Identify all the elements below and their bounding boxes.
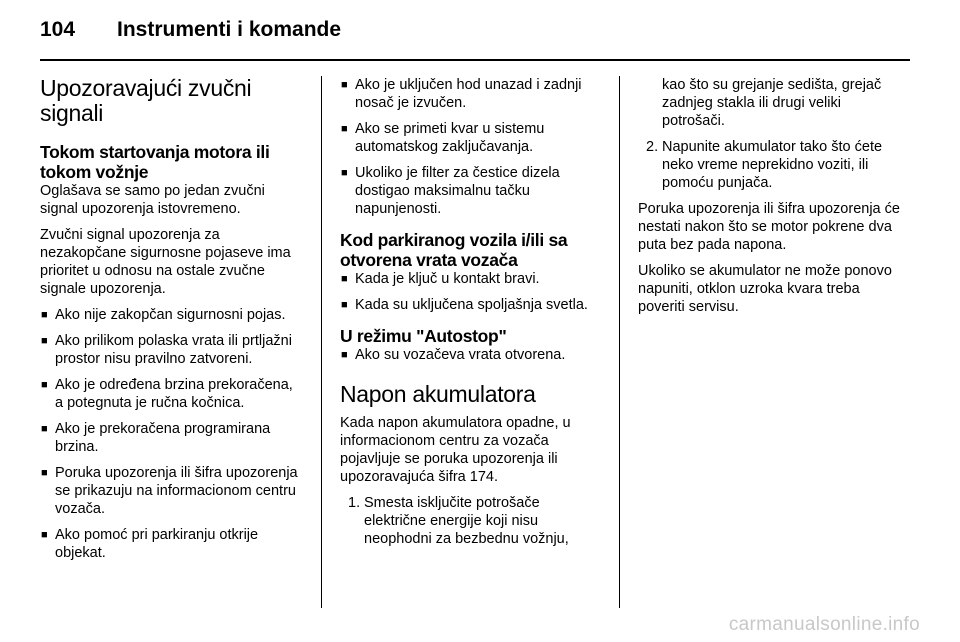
numbered-item (638, 138, 904, 192)
page-header (40, 14, 910, 50)
watermark: carmanualsonline.info (728, 614, 920, 635)
item-text: Napunite akumulator tako što ćete neko vreme neprekidno voziti, ili pomoću punjača. (662, 139, 883, 191)
subheading-autostop: U režimu "Autostop" (340, 326, 507, 346)
paragraph: Kada napon akumulatora opadne, u informacionom centru za vozača pojavljuje se poruka upozorenja ili upozoravajuća šifra 174. (340, 415, 571, 485)
bullet-list (340, 270, 604, 314)
list-item: ■ Ako su vozačeva vrata otvorena. (340, 346, 604, 364)
list-item: ■ Ukoliko je filter za čestice dizela dostigao maksimalnu tačku napunjenosti. (340, 164, 604, 218)
list-item: ■ Ako je prekoračena programirana brzina. (40, 420, 302, 456)
list-item: ■ Kada je ključ u kontakt bravi. (340, 270, 604, 288)
column-divider (619, 76, 620, 608)
subheading-parked: Kod parkiranog vozila i/ili sa otvorena vrata vozača (340, 230, 568, 270)
numbered-item-continuation: kao što su grejanje sedišta, grejač zadnjeg stakla ili drugi veliki potrošači. (662, 77, 882, 129)
paragraph: Oglašava se samo po jedan zvučni signal upozorenja istovremeno. (40, 183, 265, 217)
page-number: 104 (40, 18, 76, 41)
list-item: ■ Ako se primeti kvar u sistemu automatskog zaključavanja. (340, 120, 604, 156)
paragraph: Poruka upozorenja ili šifra upozorenja će nestati nakon što se motor pokrene dva puta bez pada napona. (638, 201, 900, 253)
section-heading-warning-chimes: Upozoravajući zvučni signali (40, 75, 252, 126)
column-1 (40, 76, 302, 570)
subheading-driving: Tokom startovanja motora ili tokom vožnje (40, 142, 270, 182)
section-heading-battery: Napon akumulatora (340, 381, 536, 407)
list-item: ■ Ako prilikom polaska vrata ili prtljažni prostor nisu pravilno zatvoreni. (40, 332, 302, 368)
bullet-list (340, 346, 604, 364)
paragraph: Zvučni signal upozorenja za nezakopčane sigurnosne pojaseve ima prioritet u odnosu na ostale zvučne signale upozorenja. (40, 227, 291, 297)
header-rule (40, 59, 910, 61)
item-number: 2. (646, 139, 659, 155)
numbered-list (638, 138, 904, 192)
column-2 (340, 76, 604, 556)
chapter-title: Instrumenti i komande (117, 18, 342, 41)
list-item: ■ Ako je uključen hod unazad i zadnji nosač je izvučen. (340, 76, 604, 112)
list-item: ■ Ako je određena brzina prekoračena, a potegnuta je ručna kočnica. (40, 376, 302, 412)
list-item: ■ Ako pomoć pri parkiranju otkrije objekat. (40, 526, 302, 562)
paragraph: Ukoliko se akumulator ne može ponovo napuniti, otklon uzroka kvara treba poveriti servisu. (638, 263, 892, 315)
item-number: 1. (348, 495, 361, 511)
list-item: ■ Ako nije zakopčan sigurnosni pojas. (40, 306, 302, 324)
bullet-list (40, 306, 302, 562)
item-text: Smesta isključite potrošače električne energije koji nisu neophodni za bezbednu vožnju, (364, 495, 569, 547)
list-item: ■ Poruka upozorenja ili šifra upozorenja se prikazuju na informacionom centru vozača. (40, 464, 302, 518)
column-3 (638, 76, 904, 324)
numbered-list (340, 494, 604, 548)
numbered-item (340, 494, 604, 548)
column-divider (321, 76, 322, 608)
bullet-list (340, 76, 604, 218)
list-item: ■ Kada su uključena spoljašnja svetla. (340, 296, 604, 314)
